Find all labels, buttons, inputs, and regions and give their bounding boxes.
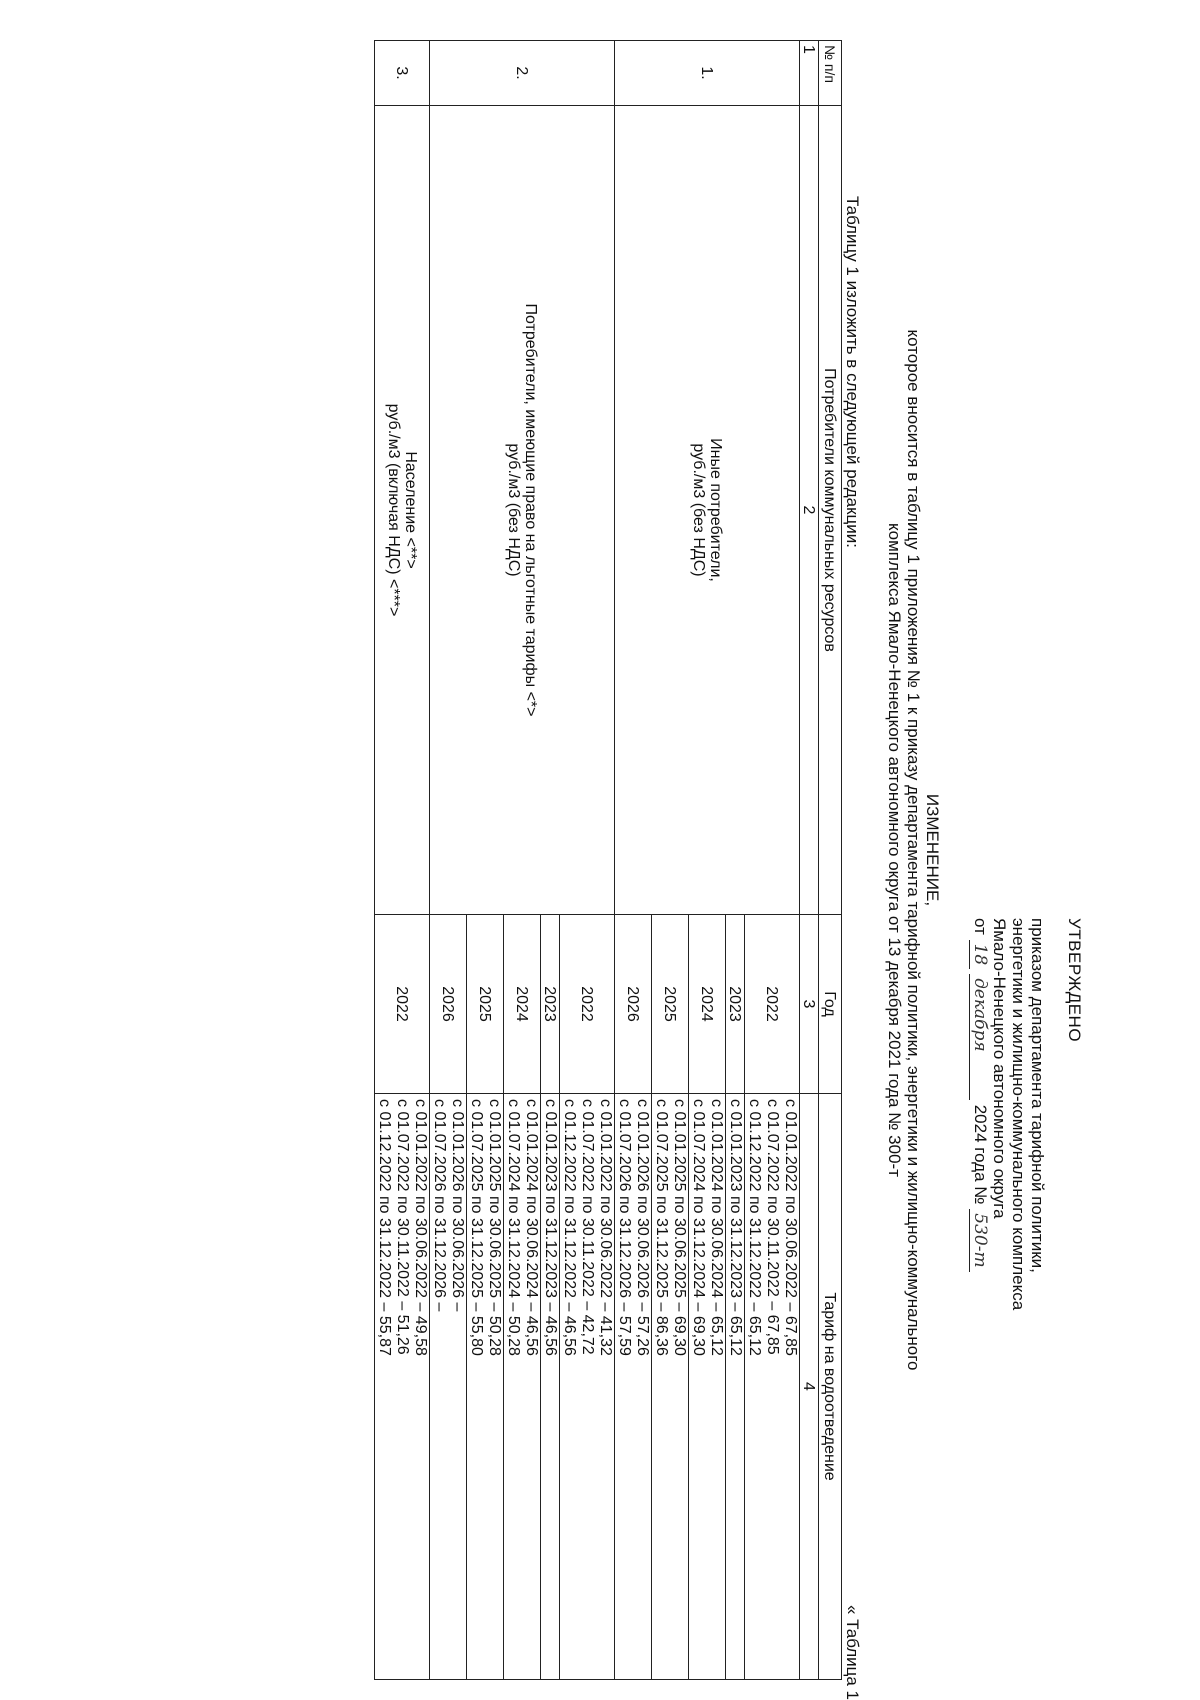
tariff-line: с 01.12.2022 по 31.12.2022 – 46,56 [561,1099,578,1356]
approval-line-1: приказом департамента тарифной политики, [1028,918,1047,1273]
header-num: № п/п [819,41,842,106]
tariff-cell [541,1094,560,1680]
heading-title: ИЗМЕНЕНИЕ, [923,793,942,907]
tariff-cell [615,1094,652,1680]
row-number: 3. [375,41,430,106]
header-tariff: Тариф на водоотведение [819,1094,842,1680]
table-caption: « Таблица 1 [843,1604,862,1700]
year-cell: 2025 [652,915,689,1094]
tariff-cell [745,1094,800,1680]
tariff-line: с 01.07.2022 по 30.11.2022 – 67,85 [764,1099,781,1355]
tariff-cell [504,1094,541,1680]
consumer-unit: руб./м3 (включая НДС) <***> [385,403,402,617]
tariff-cell [689,1094,726,1680]
consumer-cell [615,106,800,915]
tariff-cell [430,1094,467,1680]
tariff-cell [652,1094,689,1680]
index-col-2: 2 [800,106,819,915]
tariff-line: с 01.07.2024 по 31.12.2024 – 50,28 [505,1099,522,1356]
tariff-cell [467,1094,504,1680]
tariff-table [374,40,842,1680]
tariff-line: с 01.01.2022 по 30.06.2022 – 41,32 [597,1099,614,1356]
year-cell: 2022 [560,915,615,1094]
approval-year-text: 2024 года № [971,1104,990,1205]
consumer-unit: руб./м3 (без НДС) [505,443,522,577]
approval-month-handwritten: декабря [969,974,989,1100]
table-row [375,41,430,1680]
year-cell: 2024 [504,915,541,1094]
tariff-cell [726,1094,745,1680]
approval-line-3: Ямало-Ненецкого автономного округа [990,918,1009,1219]
tariff-line: с 01.01.2026 по 30.06.2026 – 57,26 [634,1099,651,1356]
index-col-1: 1 [800,41,819,106]
tariff-line: с 01.12.2022 по 31.12.2022 – 65,12 [746,1099,763,1356]
approval-date-line [969,918,990,1518]
tariff-line: с 01.01.2024 по 30.06.2024 – 46,56 [523,1099,540,1356]
tariff-line: с 01.07.2025 по 31.12.2025 – 55,80 [468,1099,485,1356]
table-row [560,41,615,1680]
tariff-table-body [375,41,842,1680]
year-cell: 2026 [430,915,467,1094]
year-cell: 2024 [689,915,726,1094]
tariff-line: с 01.01.2022 по 30.06.2022 – 49,58 [412,1099,429,1356]
year-cell: 2026 [615,915,652,1094]
tariff-line: с 01.07.2026 по 31.12.2026 – 57,59 [616,1099,633,1356]
heading-line-1: которое вносится в таблицу 1 приложения № 1 к приказу департамента тарифной политики, энергетики и жилищно-коммунального [904,329,923,1371]
index-col-3: 3 [800,915,819,1094]
tariff-line: с 01.01.2022 по 30.06.2022 – 67,85 [782,1099,799,1356]
heading-line-2: комплекса Ямало-Ненецкого автономного округа от 13 декабря 2021 года № 300-т [885,522,904,1177]
tariff-line: с 01.07.2025 по 31.12.2025 – 86,36 [653,1099,670,1356]
table-row [745,41,800,1680]
tariff-line: с 01.01.2023 по 31.12.2023 – 46,56 [542,1099,559,1356]
tariff-line: с 01.01.2025 по 30.06.2025 – 50,28 [486,1099,503,1356]
tariff-cell [375,1094,430,1680]
header-consumers: Потребители коммунальных ресурсов [819,106,842,915]
lead-text: Таблицу 1 изложить в следующей редакции: [843,196,862,549]
table-header-row [819,41,842,1680]
header-year: Год [819,915,842,1094]
approval-stamp [969,918,1084,1518]
row-number: 1. [615,41,800,106]
consumer-cell [375,106,430,915]
index-col-4: 4 [800,1094,819,1680]
tariff-line: с 01.07.2026 по 31.12.2026 – [431,1099,448,1312]
year-cell: 2023 [726,915,745,1094]
year-cell: 2022 [745,915,800,1094]
year-cell: 2025 [467,915,504,1094]
tariff-line: с 01.01.2024 по 30.06.2024 – 65,12 [708,1099,725,1356]
year-cell: 2022 [375,915,430,1094]
approval-from-prefix: от [971,918,990,935]
consumer-name: Население <**> [402,451,419,569]
approval-line-2: энергетики и жилищно-коммунального комплекса [1009,918,1028,1311]
approval-number-handwritten: 530-т [969,1209,989,1271]
tariff-line: с 01.07.2022 по 30.11.2022 – 42,72 [579,1099,596,1355]
tariff-line: с 01.01.2025 по 30.06.2025 – 69,30 [671,1099,688,1356]
consumer-cell [430,106,615,915]
approval-day-handwritten: 18 [969,940,989,970]
consumer-unit: руб./м3 (без НДС) [690,443,707,577]
tariff-line: с 01.07.2022 по 30.11.2022 – 51,26 [394,1099,411,1355]
year-cell: 2023 [541,915,560,1094]
tariff-line: с 01.01.2026 по 30.06.2026 – [449,1099,466,1312]
document-heading [885,120,942,1580]
row-number: 2. [430,41,615,106]
approval-title: УТВЕРЖДЕНО [1065,918,1084,1043]
tariff-cell [560,1094,615,1680]
tariff-line: с 01.01.2023 по 31.12.2023 – 65,12 [727,1099,744,1356]
table-index-row [800,41,819,1680]
consumer-name: Иные потребители, [707,438,724,582]
tariff-line: с 01.12.2022 по 31.12.2022 – 55,87 [376,1099,393,1356]
tariff-line: с 01.07.2024 по 31.12.2024 – 69,30 [690,1099,707,1356]
consumer-name: Потребители, имеющие право на льготные тарифы <*> [522,303,539,717]
